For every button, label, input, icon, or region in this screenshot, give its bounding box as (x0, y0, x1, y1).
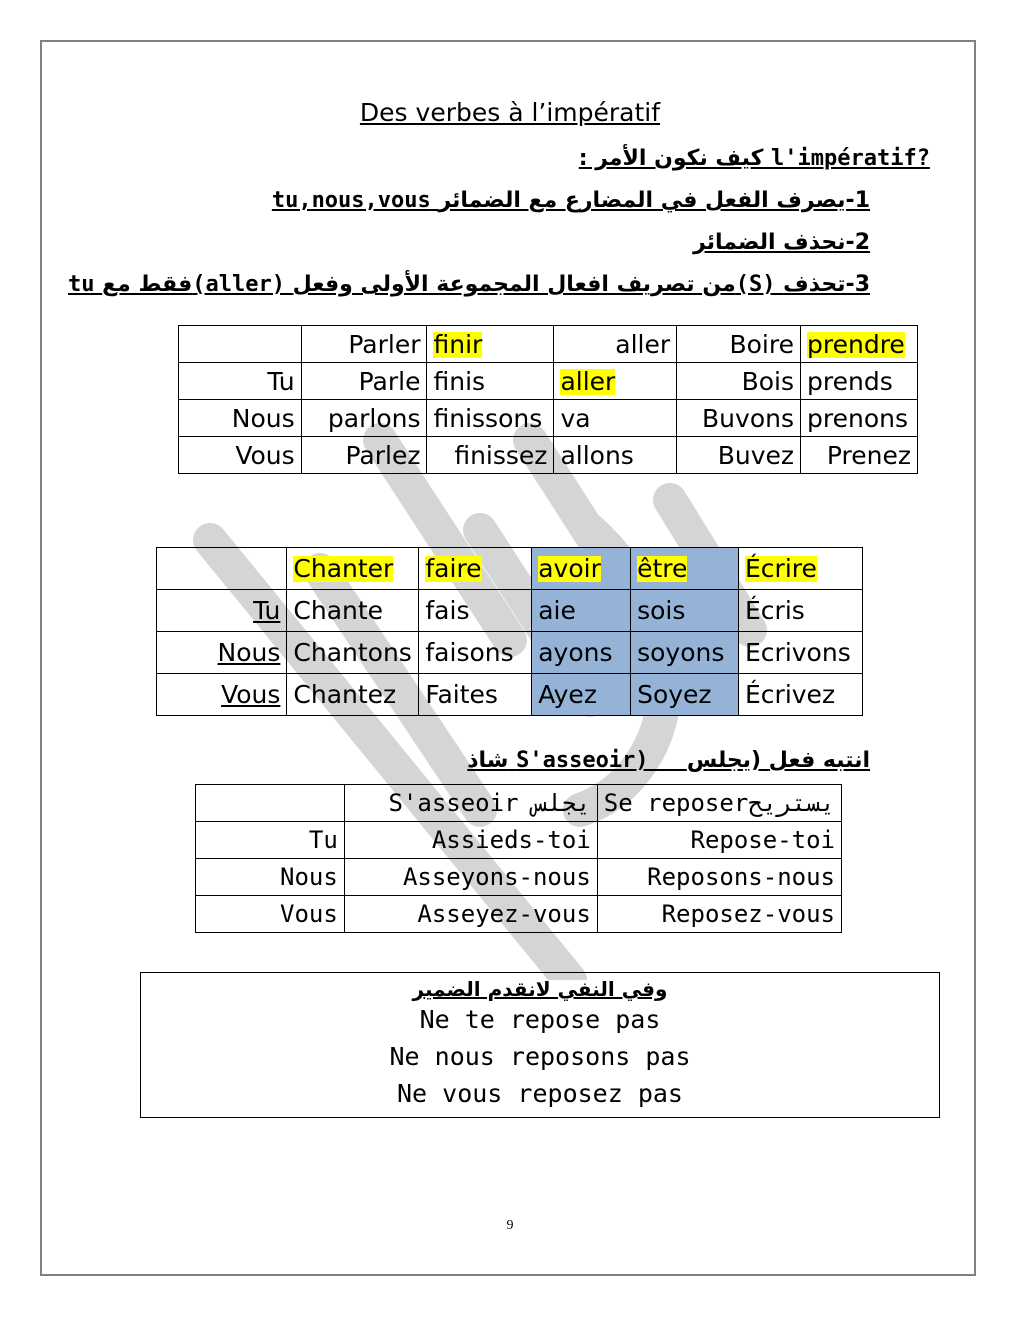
table-cell: Repose-toi (597, 822, 841, 859)
table-cell: ayons (532, 632, 631, 674)
table-cell (739, 548, 863, 590)
rule-2-arabic: 2-نحذف الضمائر (693, 230, 870, 255)
table-cell: Soyez (631, 674, 739, 716)
table-header-row (157, 548, 863, 590)
table-cell: Tu (179, 363, 302, 400)
table-cell: Écris (739, 590, 863, 632)
negation-line: Ne nous reposons pas (389, 1042, 691, 1071)
table-cell: Nous (179, 400, 302, 437)
table-row (196, 896, 842, 933)
table-cell (801, 326, 918, 363)
highlighted-text: Écrire (745, 554, 817, 583)
table-row (157, 590, 863, 632)
table-cell: Parle (301, 363, 427, 400)
rule-3-s: (S) (735, 272, 776, 297)
table-cell: Chantez (287, 674, 419, 716)
irregular-note (467, 748, 870, 773)
rule-3-tu: tu (67, 272, 95, 297)
negation-box (140, 972, 940, 1118)
table-cell: Chantons (287, 632, 419, 674)
table-cell (419, 548, 532, 590)
table-cell (157, 548, 287, 590)
table-cell: Parlez (301, 437, 427, 474)
table-row (179, 363, 918, 400)
rule-3-part-1: 3-تحذف (783, 272, 870, 297)
table-row (179, 400, 918, 437)
table-cell (532, 548, 631, 590)
table-cell: Ecrivons (739, 632, 863, 674)
table-cell: Assieds-toi (344, 822, 597, 859)
conjugation-table-2 (156, 547, 863, 716)
negation-line: Ne te repose pas (419, 1005, 661, 1034)
table-cell (631, 548, 739, 590)
table-cell: Boire (677, 326, 801, 363)
table-cell: Parler (301, 326, 427, 363)
table-cell: Chante (287, 590, 419, 632)
pronominal-verbs-table (195, 784, 842, 933)
table-cell: Vous (179, 437, 302, 474)
table-header-row (196, 785, 842, 822)
table-cell: Prenez (801, 437, 918, 474)
table-row (196, 859, 842, 896)
note-arabic-3: شاذ (467, 748, 509, 773)
table-cell: Bois (677, 363, 801, 400)
question-arabic: كيف نكون الأمر : (578, 146, 764, 171)
table-row (157, 632, 863, 674)
table-cell: fais (419, 590, 532, 632)
table-cell: sois (631, 590, 739, 632)
table-cell: prends (801, 363, 918, 400)
table-cell: prenons (801, 400, 918, 437)
table-cell: aie (532, 590, 631, 632)
table-cell: Écrivez (739, 674, 863, 716)
page-number: 9 (506, 1218, 514, 1233)
table-cell: allons (554, 437, 677, 474)
highlighted-text: Chanter (293, 554, 394, 583)
table-cell: Vous (196, 896, 345, 933)
table-cell: Se reposerيستريح (597, 785, 841, 822)
table-header-row (179, 326, 918, 363)
table-cell: Reposez-vous (597, 896, 841, 933)
note-arabic-2: (يجلس (686, 748, 762, 773)
note-arabic-1: انتبه فعل (768, 748, 870, 773)
table-cell: Faites (419, 674, 532, 716)
rule-3-part-3: فقط مع (102, 272, 193, 297)
table-cell: aller (554, 326, 677, 363)
rule-3 (68, 272, 870, 297)
table-cell: faisons (419, 632, 532, 674)
table-cell (554, 363, 677, 400)
rule-3-aller: (aller) (192, 272, 285, 297)
table-cell: Ayez (532, 674, 631, 716)
table-cell: finissez (427, 437, 554, 474)
table-cell: Buvez (677, 437, 801, 474)
question-french: l'impératif? (771, 146, 930, 171)
table-row (196, 822, 842, 859)
rule-1-pronouns: tu,nous,vous (271, 188, 431, 213)
table-cell: finissons (427, 400, 554, 437)
table-cell: Tu (157, 590, 287, 632)
rule-1 (272, 188, 870, 213)
highlighted-text: faire (425, 554, 482, 583)
table-cell: Asseyez-vous (344, 896, 597, 933)
table-cell: parlons (301, 400, 427, 437)
table-cell: Nous (196, 859, 345, 896)
table-cell: S'asseoir يجلس (344, 785, 597, 822)
table-cell: Asseyons-nous (344, 859, 597, 896)
table-cell (196, 785, 345, 822)
rule-1-arabic: 1-يصرف الفعل في المضارع مع الضمائر (438, 188, 870, 213)
rule-3-part-2: من تصريف افعال المجموعة الأولى وفعل (292, 272, 736, 297)
note-french-verb: S'asseoir) (516, 748, 649, 773)
table-cell: finis (427, 363, 554, 400)
table-cell (427, 326, 554, 363)
highlighted-text: aller (560, 366, 616, 396)
table-cell: Tu (196, 822, 345, 859)
table-cell (287, 548, 419, 590)
negation-line: Ne vous reposez pas (397, 1079, 683, 1108)
table-cell: Nous (157, 632, 287, 674)
conjugation-table-1 (178, 325, 918, 474)
negation-heading: وفي النفي لانقدم الضمير (412, 977, 668, 1001)
highlighted-text: avoir (538, 554, 601, 583)
table-cell: soyons (631, 632, 739, 674)
question-line (579, 146, 930, 171)
table-row (179, 437, 918, 474)
page-title: Des verbes à l’impératif (359, 98, 661, 127)
table-cell (179, 326, 302, 363)
table-cell: Buvons (677, 400, 801, 437)
table-row (157, 674, 863, 716)
table-cell: va (554, 400, 677, 437)
rule-2 (693, 230, 870, 255)
highlighted-text: finir (433, 329, 483, 359)
table-cell: Vous (157, 674, 287, 716)
highlighted-text: prendre (807, 329, 905, 359)
table-cell: Reposons-nous (597, 859, 841, 896)
highlighted-text: être (637, 554, 688, 583)
